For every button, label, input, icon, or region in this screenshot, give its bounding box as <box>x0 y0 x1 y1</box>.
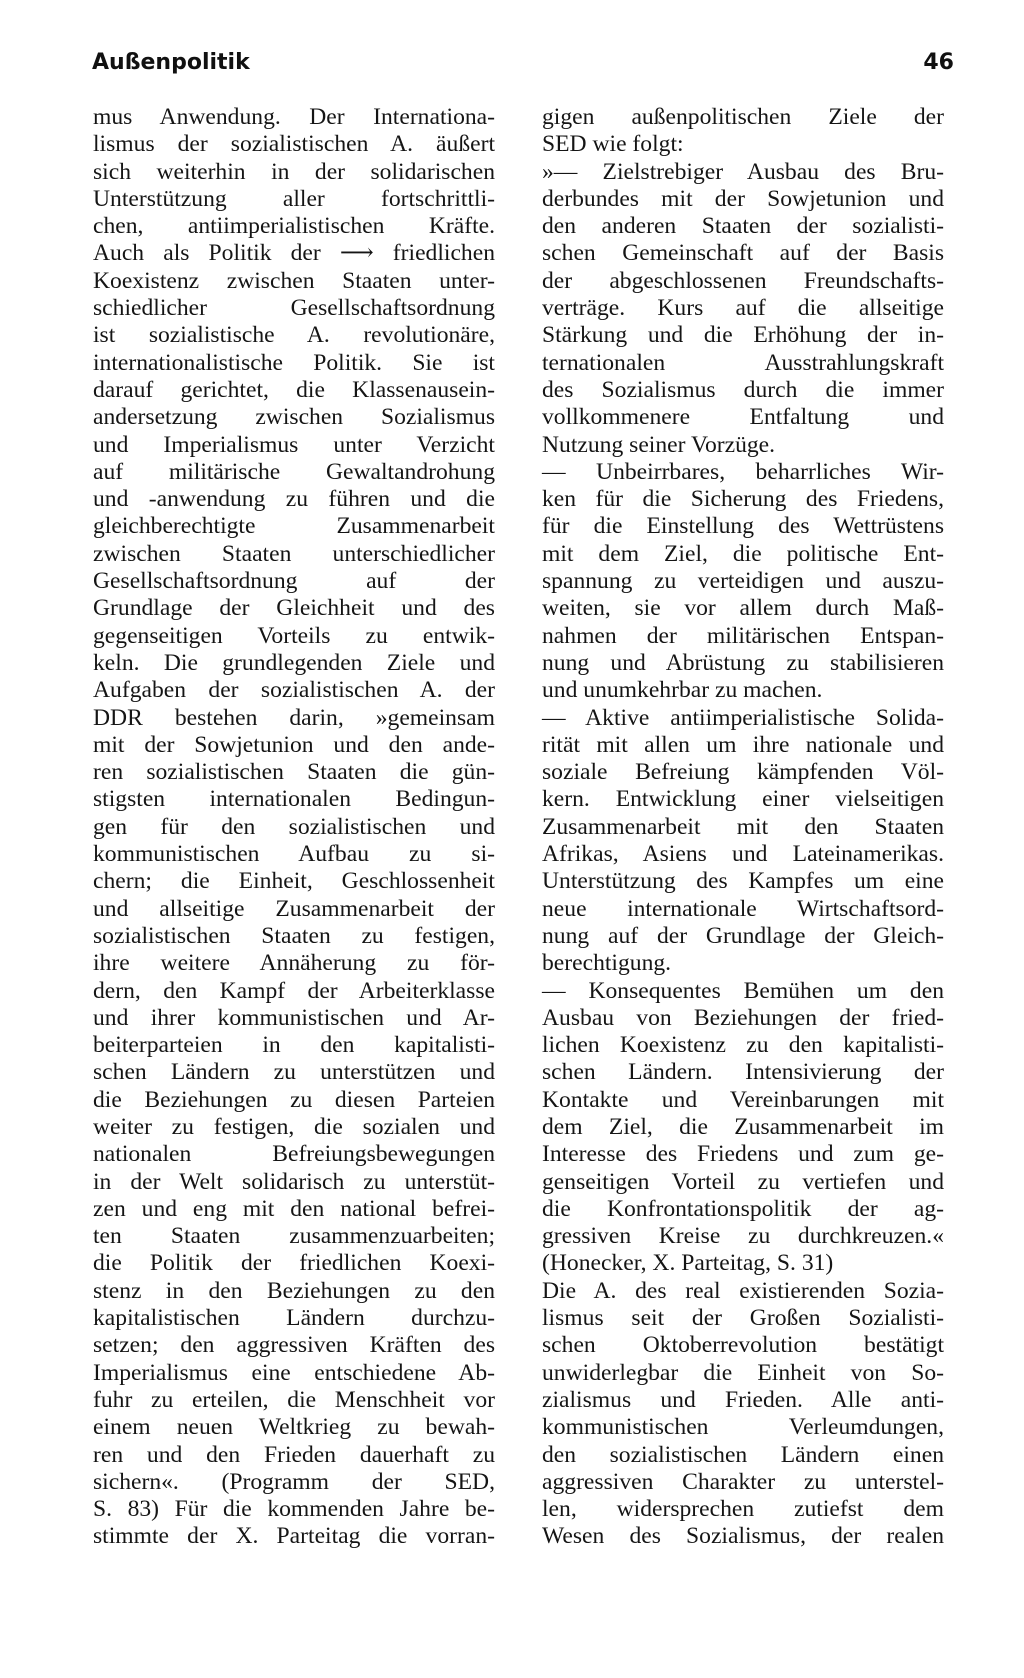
text-column-left <box>93 104 495 1551</box>
text-line: len, widersprechen zutiefst dem <box>542 1496 944 1523</box>
text-line: schen Ländern. Intensivierung der <box>542 1059 944 1086</box>
text-line: und ihrer kommunistischen und Ar- <box>93 1004 495 1031</box>
text-line: gegenseitigen Vorteils zu entwik- <box>93 622 495 649</box>
text-line: Unterstützung des Kampfes um eine <box>542 868 944 895</box>
text-line: und Imperialismus unter Verzicht <box>93 431 495 458</box>
text-line: in der Welt solidarisch zu unterstüt- <box>93 1168 495 1195</box>
text-line: lismus seit der Großen Sozialisti- <box>542 1305 944 1332</box>
text-line: Stärkung und die Erhöhung der in- <box>542 322 944 349</box>
text-line: lichen Koexistenz zu den kapitalisti- <box>542 1032 944 1059</box>
text-line: ist sozialistische A. revolutionäre, <box>93 322 495 349</box>
text-line: verträge. Kurs auf die allseitige <box>542 295 944 322</box>
text-line: und allseitige Zusammenarbeit der <box>93 895 495 922</box>
text-line: »— Zielstrebiger Ausbau des Bru- <box>542 158 944 185</box>
text-line: — Konsequentes Bemühen um den <box>542 977 944 1004</box>
text-line: ken für die Sicherung des Friedens, <box>542 486 944 513</box>
text-line: gen für den sozialistischen und <box>93 813 495 840</box>
text-line: sich weiterhin in der solidarischen <box>93 158 495 185</box>
text-line: aggressiven Charakter zu unterstel- <box>542 1468 944 1495</box>
text-line: schen Gemeinschaft auf der Basis <box>542 240 944 267</box>
text-line: sozialistischen Staaten zu festigen, <box>93 922 495 949</box>
running-head: Außenpolitik <box>92 50 250 75</box>
text-line: — Aktive antiimperialistische Solida- <box>542 704 944 731</box>
text-line: Auch als Politik der ⟶ friedlichen <box>93 240 495 267</box>
text-line: rität mit allen um ihre nationale und <box>542 731 944 758</box>
text-line: vollkommenere Entfaltung und <box>542 404 944 431</box>
text-line: zwischen Staaten unterschiedlicher <box>93 540 495 567</box>
text-line: spannung zu verteidigen und auszu- <box>542 568 944 595</box>
text-line: S. 83) Für die kommenden Jahre be- <box>93 1496 495 1523</box>
text-line: Koexistenz zwischen Staaten unter- <box>93 267 495 294</box>
text-line: mit der Sowjetunion und den ande- <box>93 731 495 758</box>
text-line: Aufgaben der sozialistischen A. der <box>93 677 495 704</box>
text-line: DDR bestehen darin, »gemeinsam <box>93 704 495 731</box>
text-line: setzen; den aggressiven Kräften des <box>93 1332 495 1359</box>
text-line: weiten, sie vor allem durch Maß- <box>542 595 944 622</box>
text-line: genseitigen Vorteil zu vertiefen und <box>542 1168 944 1195</box>
text-line: schiedlicher Gesellschaftsordnung <box>93 295 495 322</box>
text-line: (Honecker, X. Parteitag, S. 31) <box>542 1250 834 1277</box>
text-line: kapitalistischen Ländern durchzu- <box>93 1305 495 1332</box>
text-line: und -anwendung zu führen und die <box>93 486 495 513</box>
text-line: weiter zu festigen, die sozialen und <box>93 1113 495 1140</box>
text-line: Grundlage der Gleichheit und des <box>93 595 495 622</box>
text-line: Kontakte und Vereinbarungen mit <box>542 1086 944 1113</box>
text-line: stigsten internationalen Bedingun- <box>93 786 495 813</box>
text-line: Afrikas, Asiens und Lateinamerikas. <box>542 841 944 868</box>
text-line: gressiven Kreise zu durchkreuzen.« <box>542 1223 944 1250</box>
text-line: stenz in den Beziehungen zu den <box>93 1277 495 1304</box>
text-line: dern, den Kampf der Arbeiterklasse <box>93 977 495 1004</box>
text-line: beiterparteien in den kapitalisti- <box>93 1032 495 1059</box>
text-line: andersetzung zwischen Sozialismus <box>93 404 495 431</box>
text-line: Unterstützung aller fortschrittli- <box>93 185 495 212</box>
text-line: der abgeschlossenen Freundschafts- <box>542 267 944 294</box>
text-line: kommunistischen Aufbau zu si- <box>93 841 495 868</box>
text-line: schen Oktoberrevolution bestätigt <box>542 1332 944 1359</box>
text-line: nahmen der militärischen Entspan- <box>542 622 944 649</box>
text-line: chen, antiimperialistischen Kräfte. <box>93 213 495 240</box>
text-line: zen und eng mit den national befrei- <box>93 1195 495 1222</box>
text-line: für die Einstellung des Wettrüstens <box>542 513 944 540</box>
text-line: die Politik der friedlichen Koexi- <box>93 1250 495 1277</box>
text-line: Imperialismus eine entschiedene Ab- <box>93 1359 495 1386</box>
text-line: keln. Die grundlegenden Ziele und <box>93 649 495 676</box>
text-line: dem Ziel, die Zusammenarbeit im <box>542 1113 944 1140</box>
text-line: darauf gerichtet, die Klassenausein- <box>93 376 495 403</box>
text-line: Zusammenarbeit mit den Staaten <box>542 813 944 840</box>
text-line: ihre weitere Annäherung zu för- <box>93 950 495 977</box>
text-line: ternationalen Ausstrahlungskraft <box>542 349 944 376</box>
text-line: unwiderlegbar die Einheit von So- <box>542 1359 944 1386</box>
text-line: ten Staaten zusammenzuarbeiten; <box>93 1223 495 1250</box>
text-line: — Unbeirrbares, beharrliches Wir- <box>542 458 944 485</box>
text-line: neue internationale Wirtschaftsord- <box>542 895 944 922</box>
text-line: sichern«. (Programm der SED, <box>93 1468 495 1495</box>
text-line: nung auf der Grundlage der Gleich- <box>542 922 944 949</box>
text-line: ren sozialistischen Staaten die gün- <box>93 759 495 786</box>
text-line: SED wie folgt: <box>542 131 684 158</box>
text-line: den anderen Staaten der sozialisti- <box>542 213 944 240</box>
text-line: ren und den Frieden dauerhaft zu <box>93 1441 495 1468</box>
text-line: den sozialistischen Ländern einen <box>542 1441 944 1468</box>
text-line: Ausbau von Beziehungen der fried- <box>542 1004 944 1031</box>
text-line: gleichberechtigte Zusammenarbeit <box>93 513 495 540</box>
text-line: stimmte der X. Parteitag die vorran- <box>93 1523 495 1550</box>
text-line: Interesse des Friedens und zum ge- <box>542 1141 944 1168</box>
text-line: nationalen Befreiungsbewegungen <box>93 1141 495 1168</box>
text-line: derbundes mit der Sowjetunion und <box>542 185 944 212</box>
text-line: kommunistischen Verleumdungen, <box>542 1414 944 1441</box>
text-column-right <box>542 104 944 1551</box>
text-line: Die A. des real existierenden Sozia- <box>542 1277 944 1304</box>
text-line: soziale Befreiung kämpfenden Völ- <box>542 759 944 786</box>
text-line: die Beziehungen zu diesen Parteien <box>93 1086 495 1113</box>
text-line: internationalistische Politik. Sie ist <box>93 349 495 376</box>
text-line: mus Anwendung. Der Internationa- <box>93 104 495 130</box>
text-line: kern. Entwicklung einer vielseitigen <box>542 786 944 813</box>
text-line: fuhr zu erteilen, die Menschheit vor <box>93 1386 495 1413</box>
text-line: berechtigung. <box>542 950 672 977</box>
text-line: chern; die Einheit, Geschlossenheit <box>93 868 495 895</box>
text-line: nung und Abrüstung zu stabilisieren <box>542 649 944 676</box>
text-line: Wesen des Sozialismus, der realen <box>542 1523 944 1550</box>
text-line: und unumkehrbar zu machen. <box>542 677 823 704</box>
text-line: des Sozialismus durch die immer <box>542 376 944 403</box>
text-line: mit dem Ziel, die politische Ent- <box>542 540 944 567</box>
text-line: die Konfrontationspolitik der ag- <box>542 1195 944 1222</box>
text-line: schen Ländern zu unterstützen und <box>93 1059 495 1086</box>
page-number: 46 <box>923 50 954 75</box>
text-line: Nutzung seiner Vorzüge. <box>542 431 776 458</box>
text-line: Gesellschaftsordnung auf der <box>93 568 495 595</box>
text-line: einem neuen Weltkrieg zu bewah- <box>93 1414 495 1441</box>
text-line: lismus der sozialistischen A. äußert <box>93 131 495 158</box>
text-line: auf militärische Gewaltandrohung <box>93 458 495 485</box>
text-line: zialismus und Frieden. Alle anti- <box>542 1386 944 1413</box>
text-line: gigen außenpolitischen Ziele der <box>542 104 944 130</box>
